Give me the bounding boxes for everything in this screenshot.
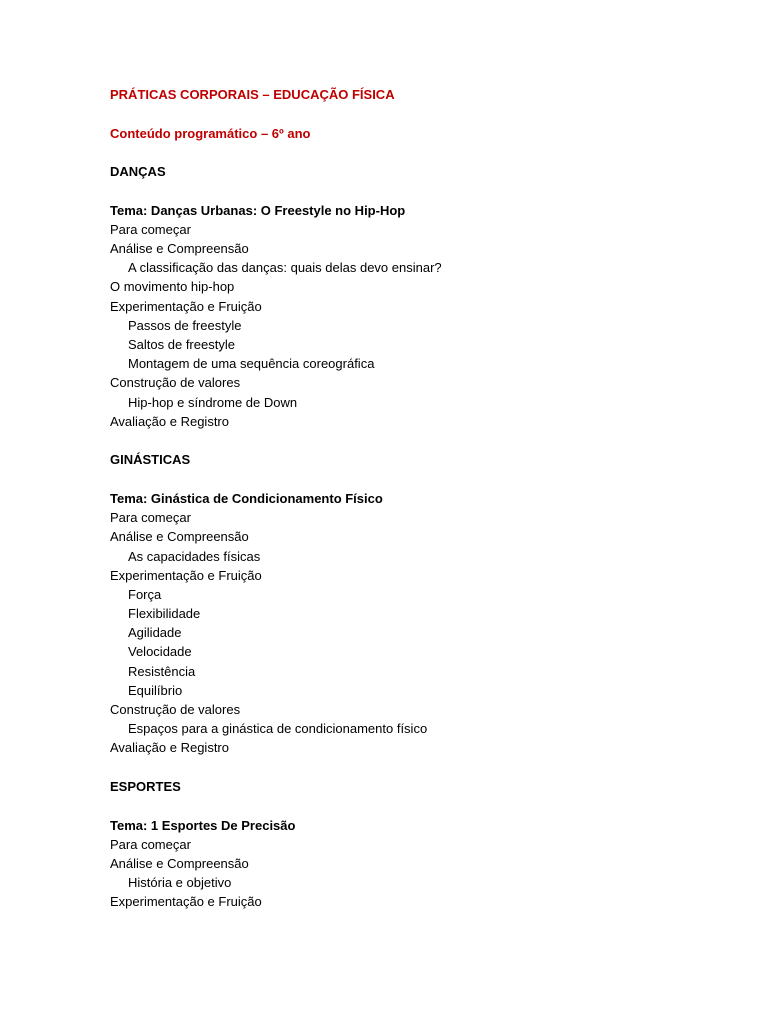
list-item: Construção de valores xyxy=(110,702,241,718)
list-subitem: Espaços para a ginástica de condicionamento físico xyxy=(128,721,428,737)
list-item: Para começar xyxy=(110,510,191,526)
list-item: Avaliação e Registro xyxy=(110,740,229,756)
list-subitem: Flexibilidade xyxy=(128,606,201,622)
tema-heading-dancas: Tema: Danças Urbanas: O Freestyle no Hip-Hop xyxy=(110,202,406,218)
list-item: Análise e Compreensão xyxy=(110,855,249,871)
list-item: Experimentação e Fruição xyxy=(110,298,262,314)
list-subitem: Montagem de uma sequência coreográfica xyxy=(128,356,375,372)
list-item: Construção de valores xyxy=(110,375,241,391)
list-item: Análise e Compreensão xyxy=(110,241,249,257)
list-subitem: As capacidades físicas xyxy=(128,548,261,564)
spacer xyxy=(110,431,730,450)
list-subitem: Agilidade xyxy=(128,625,182,641)
spacer xyxy=(110,104,730,123)
list-subitem: Velocidade xyxy=(128,644,192,660)
document-title: PRÁTICAS CORPORAIS – EDUCAÇÃO FÍSICA xyxy=(110,87,395,102)
list-item: Análise e Compreensão xyxy=(110,529,249,545)
list-item: O movimento hip-hop xyxy=(110,279,235,295)
list-subitem: História e objetivo xyxy=(128,875,232,891)
tema-heading-ginasticas: Tema: Ginástica de Condicionamento Físico xyxy=(110,490,383,506)
list-item: Experimentação e Fruição xyxy=(110,567,262,583)
spacer xyxy=(110,796,730,815)
list-item: Avaliação e Registro xyxy=(110,413,229,429)
list-subitem: Saltos de freestyle xyxy=(128,337,235,353)
list-subitem: Força xyxy=(128,586,162,602)
section-heading-esportes: ESPORTES xyxy=(110,778,181,794)
spacer xyxy=(110,470,730,489)
spacer xyxy=(110,143,730,162)
list-subitem: Equilíbrio xyxy=(128,682,183,698)
spacer xyxy=(110,758,730,777)
list-item: Experimentação e Fruição xyxy=(110,894,262,910)
section-heading-ginasticas: GINÁSTICAS xyxy=(110,452,191,468)
list-subitem: Resistência xyxy=(128,663,196,679)
section-heading-dancas: DANÇAS xyxy=(110,164,166,180)
list-subitem: A classificação das danças: quais delas devo ensinar? xyxy=(128,260,442,276)
sections-container xyxy=(110,162,730,911)
tema-heading-esportes: Tema: 1 Esportes De Precisão xyxy=(110,817,296,833)
document-page xyxy=(110,85,730,911)
document-subtitle: Conteúdo programático – 6º ano xyxy=(110,125,311,141)
list-subitem: Passos de freestyle xyxy=(128,317,242,333)
list-item: Para começar xyxy=(110,836,191,852)
spacer xyxy=(110,181,730,200)
list-subitem: Hip-hop e síndrome de Down xyxy=(128,394,298,410)
list-item: Para começar xyxy=(110,221,191,237)
